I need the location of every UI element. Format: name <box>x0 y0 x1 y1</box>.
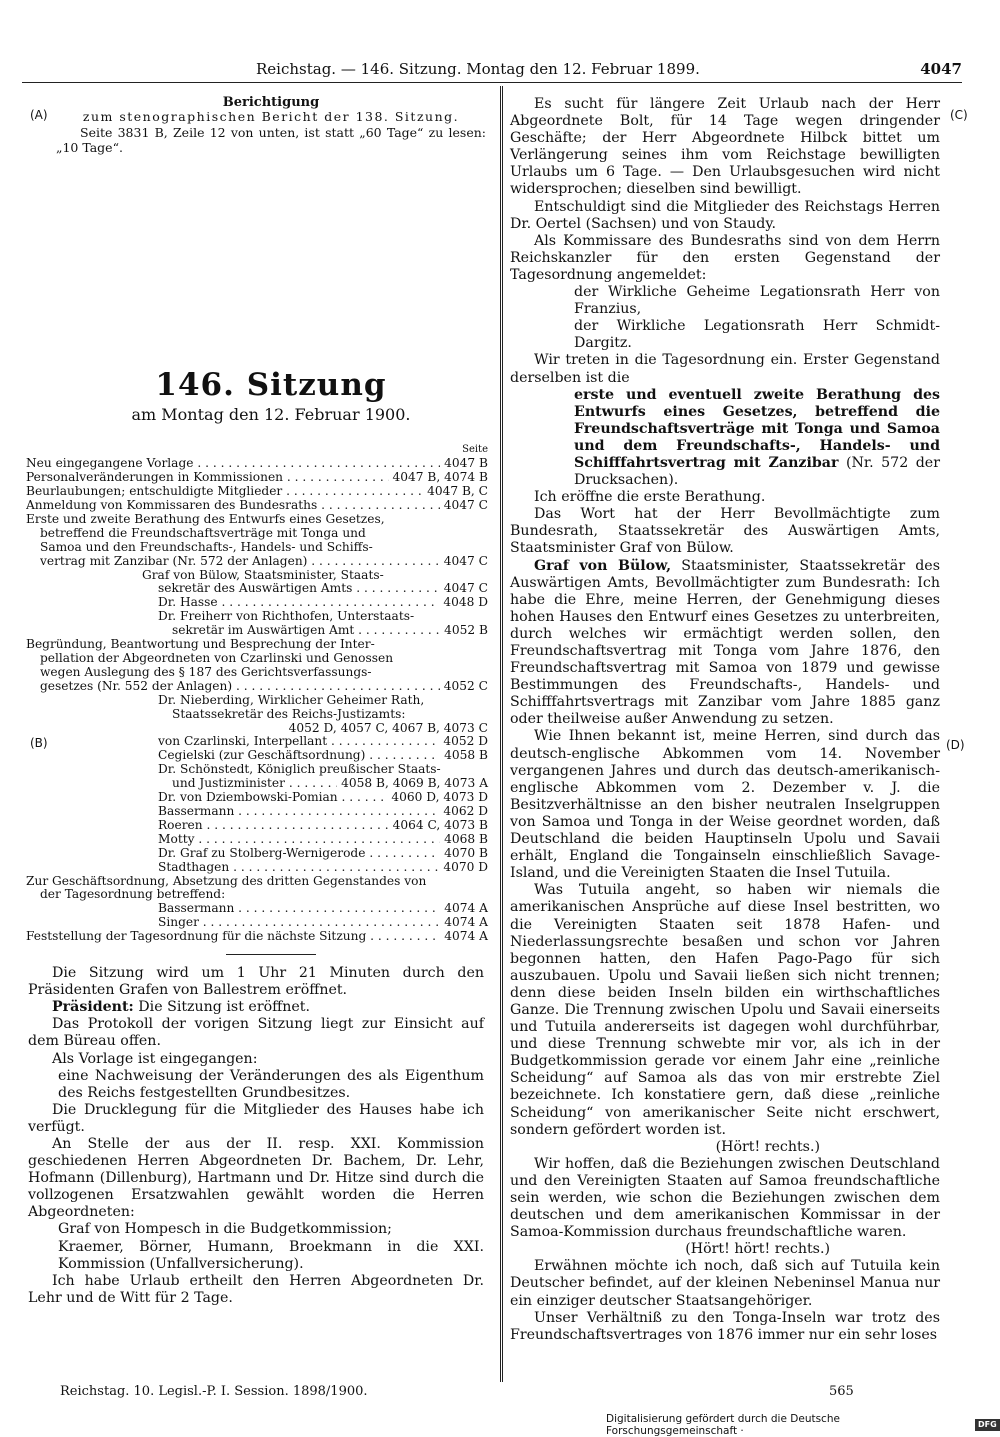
toc-speaker-line: Dr. Freiherr von Richthofen, Unterstaats- <box>158 609 415 624</box>
paragraph: Das Wort hat der Herr Bevollmächtigte zum Bundesrath, Staatssekretär des Auswärtigen Amts, Staatsminister Graf von Bülow. <box>510 506 940 557</box>
toc-entry-line: pellation der Abgeordneten von Czarlinski und Genossen <box>40 651 394 665</box>
toc-speaker-line: Staatssekretär des Reichs-Justizamts: <box>172 706 406 721</box>
paragraph: An Stelle der aus der II. resp. XXI. Kommission geschiedenen Herren Abgeordneten Dr. Bachem, Dr. Lehr, Hofmann (Dillenburg), Hartmann und Dr. Hitze sind durch die vollzogenen Ersatzwahlen gewählt worden die Herren Abgeordneten: <box>28 1135 484 1221</box>
toc-entry: Feststellung der Tagesordnung für die nächste Sitzung . . . 4074 A <box>26 930 488 944</box>
toc-speaker-line: Graf von Bülow, Staatsminister, Staats- <box>142 567 384 582</box>
column-divider <box>500 86 503 1382</box>
paragraph: Präsident: Die Sitzung ist eröffnet. <box>52 999 310 1016</box>
paragraph: der Wirkliche Geheime Legationsrath Herr von Franzius, <box>574 284 940 318</box>
toc-entry: vertrag mit Zanzibar (Nr. 572 der Anlagen) . . . 4047 C <box>26 555 488 569</box>
paragraph: Unser Verhältniß zu den Tonga-Inseln war trotz des Freundschaftsvertrages von 1876 immer nur ein sehr loses <box>510 1309 940 1343</box>
correction-title: Berichtigung <box>222 95 320 110</box>
interjection: (Hört! hört! rechts.) <box>685 1241 830 1258</box>
paragraph: Das Protokoll der vorigen Sitzung liegt zur Einsicht auf dem Büreau offen. <box>28 1016 484 1050</box>
toc-speaker: Bassermann . . . 4074 A <box>26 902 488 916</box>
toc-entry-line: betreffend die Freundschaftsverträge mit Tonga und <box>40 525 366 540</box>
margin-mark-c: (C) <box>950 108 968 122</box>
interjection: (Hört! rechts.) <box>715 1138 820 1155</box>
header-rule <box>22 82 962 83</box>
paragraph: Graf von Bülow, Staatsminister, Staatssekretär des Auswärtigen Amts, Bevollmächtigter zum Bundesrath: Ich habe die Ehre, meine Herren, der Genehmigung dieses hohen Hauses den Entwurf eines Gesetzes zu unterbreiten, durch welches wir ermächtigt werden sollen, den Freundschaftsvertrag mit Tonga vom Jahre 1876, den Freundschaftsvertrag mit Samoa von 1879 und gewisse Bestimmungen des Freundschafts-, Handels- und Schifffahrtsvertrags mit Zanzibar vom Jahre 1885 ganz oder theilweise außer Anwendung zu setzen. <box>510 557 940 728</box>
toc-entry-line: der Tagesordnung betreffend: <box>40 887 226 902</box>
toc-seite-label: Seite <box>462 444 488 456</box>
footer-signature: 565 <box>829 1384 854 1399</box>
margin-mark-a: (A) <box>30 108 48 122</box>
toc-speaker: von Czarlinski, Interpellant . . . 4052 D <box>26 735 488 749</box>
margin-mark-b: (B) <box>30 736 48 750</box>
toc-entry: Beurlaubungen; entschuldigte Mitglieder . . . 4047 B, C <box>26 485 488 499</box>
toc-entry: Anmeldung von Kommissaren des Bundesraths . . . 4047 C <box>26 499 488 513</box>
toc-entry-line: Begründung, Beantwortung und Besprechung der Inter- <box>26 637 375 652</box>
paragraph: der Wirkliche Legationsrath Herr Schmidt-Dargitz. <box>574 318 940 352</box>
paragraph: Graf von Hompesch in die Budgetkommission; <box>58 1221 392 1238</box>
toc-speaker-pages: 4052 D, 4057 C, 4067 B, 4073 C <box>288 720 488 735</box>
paragraph: Die Sitzung wird um 1 Uhr 21 Minuten durch den Präsidenten Grafen von Ballestrem eröffnet. <box>28 965 484 999</box>
toc-entry-line: wegen Auslegung des § 187 des Gerichtsverfassungs- <box>40 664 372 679</box>
toc-speaker-line: Dr. Nieberding, Wirklicher Geheimer Rath, <box>158 692 425 707</box>
toc-speaker: Stadthagen . . . 4070 D <box>26 861 488 875</box>
toc-speaker: Singer . . . 4074 A <box>26 916 488 930</box>
toc-entry: gesetzes (Nr. 552 der Anlagen) . . . 4052 C <box>26 680 488 694</box>
paragraph: Ich eröffne die erste Berathung. <box>534 489 766 506</box>
dfg-logo-icon: DFG <box>975 1419 1000 1431</box>
page-header <box>22 58 962 84</box>
section-separator <box>226 954 316 955</box>
paragraph: Erwähnen möchte ich noch, daß sich auf Tutuila kein Deutscher befindet, auf der kleinen Nebeninsel Manua nur ein einziger deutscher Staatsangehöriger. <box>510 1258 940 1309</box>
correction-text: Seite 3831 B, Zeile 12 von unten, ist statt „60 Tage“ zu lesen: „10 Tage“. <box>56 124 486 155</box>
toc-speaker: Dr. von Dziembowski-Pomian . . . 4060 D, 4073 D <box>26 791 488 805</box>
toc-speaker: sekretär des Auswärtigen Amts . . . 4047 C <box>26 582 488 596</box>
paragraph: Ich habe Urlaub ertheilt den Herren Abgeordneten Dr. Lehr und de Witt für 2 Tage. <box>28 1272 484 1306</box>
paragraph: Wir hoffen, daß die Beziehungen zwischen Deutschland und den Vereinigten Staaten auf Samoa freundschaftliche sein werden, wie schon die Beziehungen zwischen dem deutschen und dem amerikanischen Kommissar in der Samoa-Kommission durchaus freundschaftliche waren. <box>510 1155 940 1241</box>
dfg-credit <box>606 1413 1000 1437</box>
left-column <box>26 95 488 1307</box>
toc-speaker: Dr. Hasse . . . 4048 D <box>26 596 488 610</box>
toc-entry-line: Samoa und den Freundschafts-, Handels- und Schiffs- <box>40 539 373 554</box>
paragraph: Als Kommissare des Bundesraths sind von dem Herrn Reichskanzler für den ersten Gegenstand der Tagesordnung angemeldet: <box>510 232 940 283</box>
paragraph: Als Vorlage ist eingegangen: <box>52 1050 258 1067</box>
toc-speaker: Roeren . . . 4064 C, 4073 B <box>26 819 488 833</box>
agenda-item: erste und eventuell zweite Berathung des Entwurfs eines Gesetzes, betreffend die Freundschaftsverträge mit Tonga und Samoa und dem Freundschafts-, Handels- und Schifffahrtsvertrag mit Zanzibar (Nr. 572 der Drucksachen). <box>574 386 940 489</box>
toc-entry: Personalveränderungen in Kommissionen . . . 4047 B, 4074 B <box>26 471 488 485</box>
toc-entry: Neu eingegangene Vorlage . . . 4047 B <box>26 457 488 471</box>
margin-mark-d: (D) <box>946 738 965 752</box>
session-title: 146. Sitzung <box>155 366 387 403</box>
paragraph: Die Drucklegung für die Mitglieder des Hauses habe ich verfügt. <box>28 1101 484 1135</box>
toc-entry-line: Zur Geschäftsordnung, Absetzung des dritten Gegenstandes von <box>26 873 427 888</box>
paragraph: eine Nachweisung der Veränderungen des als Eigenthum des Reichs festgestellten Grundbesitzes. <box>58 1067 484 1101</box>
session-subtitle: am Montag den 12. Februar 1900. <box>131 404 411 424</box>
toc-entry-line: Erste und zweite Berathung des Entwurfs eines Gesetzes, <box>26 511 385 526</box>
paragraph: Wie Ihnen bekannt ist, meine Herren, sind durch das deutsch-englische Abkommen vom 14. November vergangenen Jahres und durch das deutsch-amerikanisch-englische Abkommen vom 2. Dezember v. J. die Besitzverhältnisse an den bisher neutralen Inselgruppen von Samoa und Tonga in der Weise geordnet worden, daß Deutschland die beiden Hauptinseln Upolu und Savaii erhält, England die Tongainseln einschließlich Savage-Island, und die Vereinigten Staaten die Insel Tutuila. <box>510 728 940 882</box>
toc-speaker: und Justizminister . . . 4058 B, 4069 B, 4073 A <box>26 777 488 791</box>
paragraph: Was Tutuila angeht, so haben wir niemals die amerikanischen Ansprüche auf diese Insel bestritten, wo die Vereinigten Staaten seit 1878 Hafen- und Niederlassungsrechte besaßen und schon vor Jahren begonnen hatten, den Hafen Pago-Pago für sich auszubauen. Upolu und Savaii ließen sich nicht trennen; denn diese beiden Inseln bilden ein wirthschaftliches Ganze. Die Trennung zwischen Upolu und Savaii einerseits und Tutuila andererseits ist dagegen wohl durchführbar, und diese Trennung schwebte mir vor, als ich in der Budgetkommission gerade vor einem Jahr eine „reinliche Scheidung“ auf Samoa als das von mir erstrebte Ziel bezeichnete. Ich konstatiere gern, daß diese „reinliche Scheidung“ von amerikanischer Seite nicht erschwert, sondern gefördert worden ist. <box>510 882 940 1138</box>
correction-subtitle: zum stenographischen Bericht der 138. Sitzung. <box>82 109 460 125</box>
paragraph: Entschuldigt sind die Mitglieder des Reichstags Herren Dr. Oertel (Sachsen) und von Staudy. <box>510 198 940 232</box>
right-column <box>510 96 940 1344</box>
paragraph: Wir treten in die Tagesordnung ein. Erster Gegenstand derselben ist die <box>510 352 940 386</box>
toc-speaker-line: Dr. Schönstedt, Königlich preußischer Staats- <box>158 762 441 777</box>
dfg-text: Digitalisierung gefördert durch die Deutsche Forschungsgemeinschaft · <box>606 1413 840 1437</box>
paragraph: Kraemer, Börner, Humann, Broekmann in die XXI. Kommission (Unfallversicherung). <box>58 1238 484 1272</box>
toc-speaker: sekretär im Auswärtigen Amt . . . 4052 B <box>26 624 488 638</box>
toc-speaker: Motty . . . 4068 B <box>26 833 488 847</box>
toc-speaker: Dr. Graf zu Stolberg-Wernigerode . . . 4070 B <box>26 847 488 861</box>
toc-speaker: Cegielski (zur Geschäftsordnung) . . . 4058 B <box>26 749 488 763</box>
paragraph: Es sucht für längere Zeit Urlaub nach der Herr Abgeordnete Bolt, für 14 Tage wegen dringender Geschäfte; der Herr Abgeordnete Hilbck bittet um Verlängerung seines ihm vom Reichstage bewilligten Urlaubs um 6 Tage. — Den Urlaubsgesuchen wird nicht widersprochen; dieselben sind bewilligt. <box>510 96 940 198</box>
toc-speaker: Bassermann . . . 4062 D <box>26 805 488 819</box>
left-body <box>28 965 484 1307</box>
footer-left: Reichstag. 10. Legisl.-P. I. Session. 1898/1900. <box>60 1384 368 1399</box>
running-head: Reichstag. — 146. Sitzung. Montag den 12. Februar 1899. <box>256 60 700 78</box>
table-of-contents <box>26 443 488 944</box>
page-number: 4047 <box>920 60 962 78</box>
